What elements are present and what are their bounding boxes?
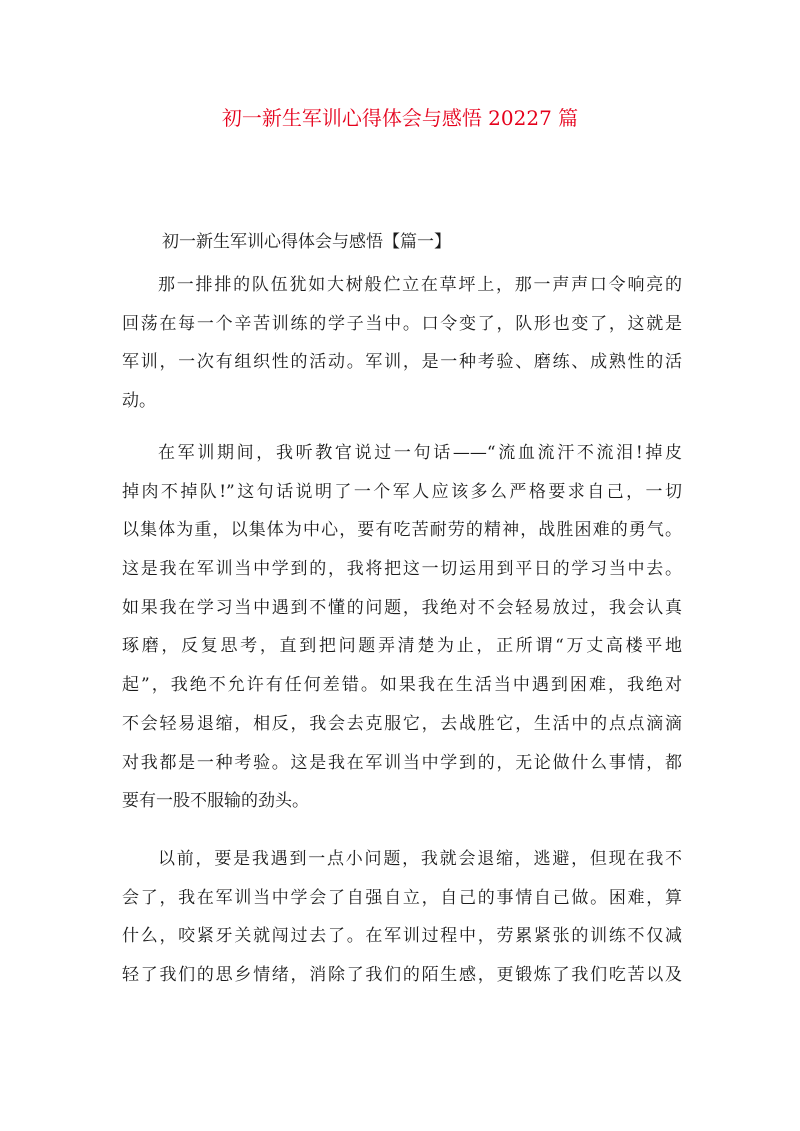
paragraph-line: 动。 (122, 391, 156, 412)
paragraph-line: 轻了我们的思乡情绪，消除了我们的陌生感，更锻炼了我们吃苦以及 (122, 965, 682, 986)
paragraph-1 (122, 266, 682, 421)
paragraph-line: 不会轻易退缩，相反，我会去克服它，去战胜它，生活中的点点滴滴 (122, 713, 682, 734)
paragraph-line: 要有一股不服输的劲头。 (122, 791, 309, 812)
document-title: 初一新生军训心得体会与感悟 20227 篇 (221, 106, 579, 130)
paragraph-line: 这是我在军训当中学到的，我将把这一切运用到平日的学习当中去。 (122, 559, 682, 580)
paragraph-line: 琢磨，反复思考，直到把问题弄清楚为止，正所谓“万丈高楼平地 (122, 636, 682, 657)
paragraph-line: 对我都是一种考验。这是我在军训当中学到的，无论做什么事情，都 (122, 752, 682, 773)
paragraph-line: 起”，我绝不允许有任何差错。如果我在生活当中遇到困难，我绝对 (122, 675, 682, 696)
paragraph-line: 回荡在每一个辛苦训练的学子当中。口令变了，队形也变了，这就是 (122, 313, 682, 334)
section-heading: 初一新生军训心得体会与感悟【篇一】 (162, 232, 451, 252)
paragraph-line: 如果我在学习当中遇到不懂的问题，我绝对不会轻易放过，我会认真 (122, 597, 682, 618)
paragraph-line: 以前，要是我遇到一点小问题，我就会退缩，逃避，但现在我不 (158, 849, 682, 869)
paragraph-line: 军训，一次有组织性的活动。军训，是一种考验、磨练、成熟性的活 (122, 352, 682, 373)
paragraph-line: 什么，咬紧牙关就闯过去了。在军训过程中，劳累紧张的训练不仅减 (122, 926, 682, 947)
paragraph-line: 会了，我在军训当中学会了自强自立，自己的事情自己做。困难，算 (122, 887, 682, 908)
paragraph-line: 那一排排的队伍犹如大树般伫立在草坪上，那一声声口令响亮的 (158, 275, 682, 295)
paragraph-line: 在军训期间，我听教官说过一句话——“流血流汗不流泪!掉皮 (158, 443, 682, 463)
paragraph-line: 以集体为重，以集体为中心，要有吃苦耐劳的精神，战胜困难的勇气。 (122, 520, 682, 541)
paragraph-line: 掉肉不掉队!”这句话说明了一个军人应该多么严格要求自己，一切 (122, 481, 682, 502)
paragraph-2 (122, 434, 682, 821)
paragraph-3 (122, 840, 682, 995)
